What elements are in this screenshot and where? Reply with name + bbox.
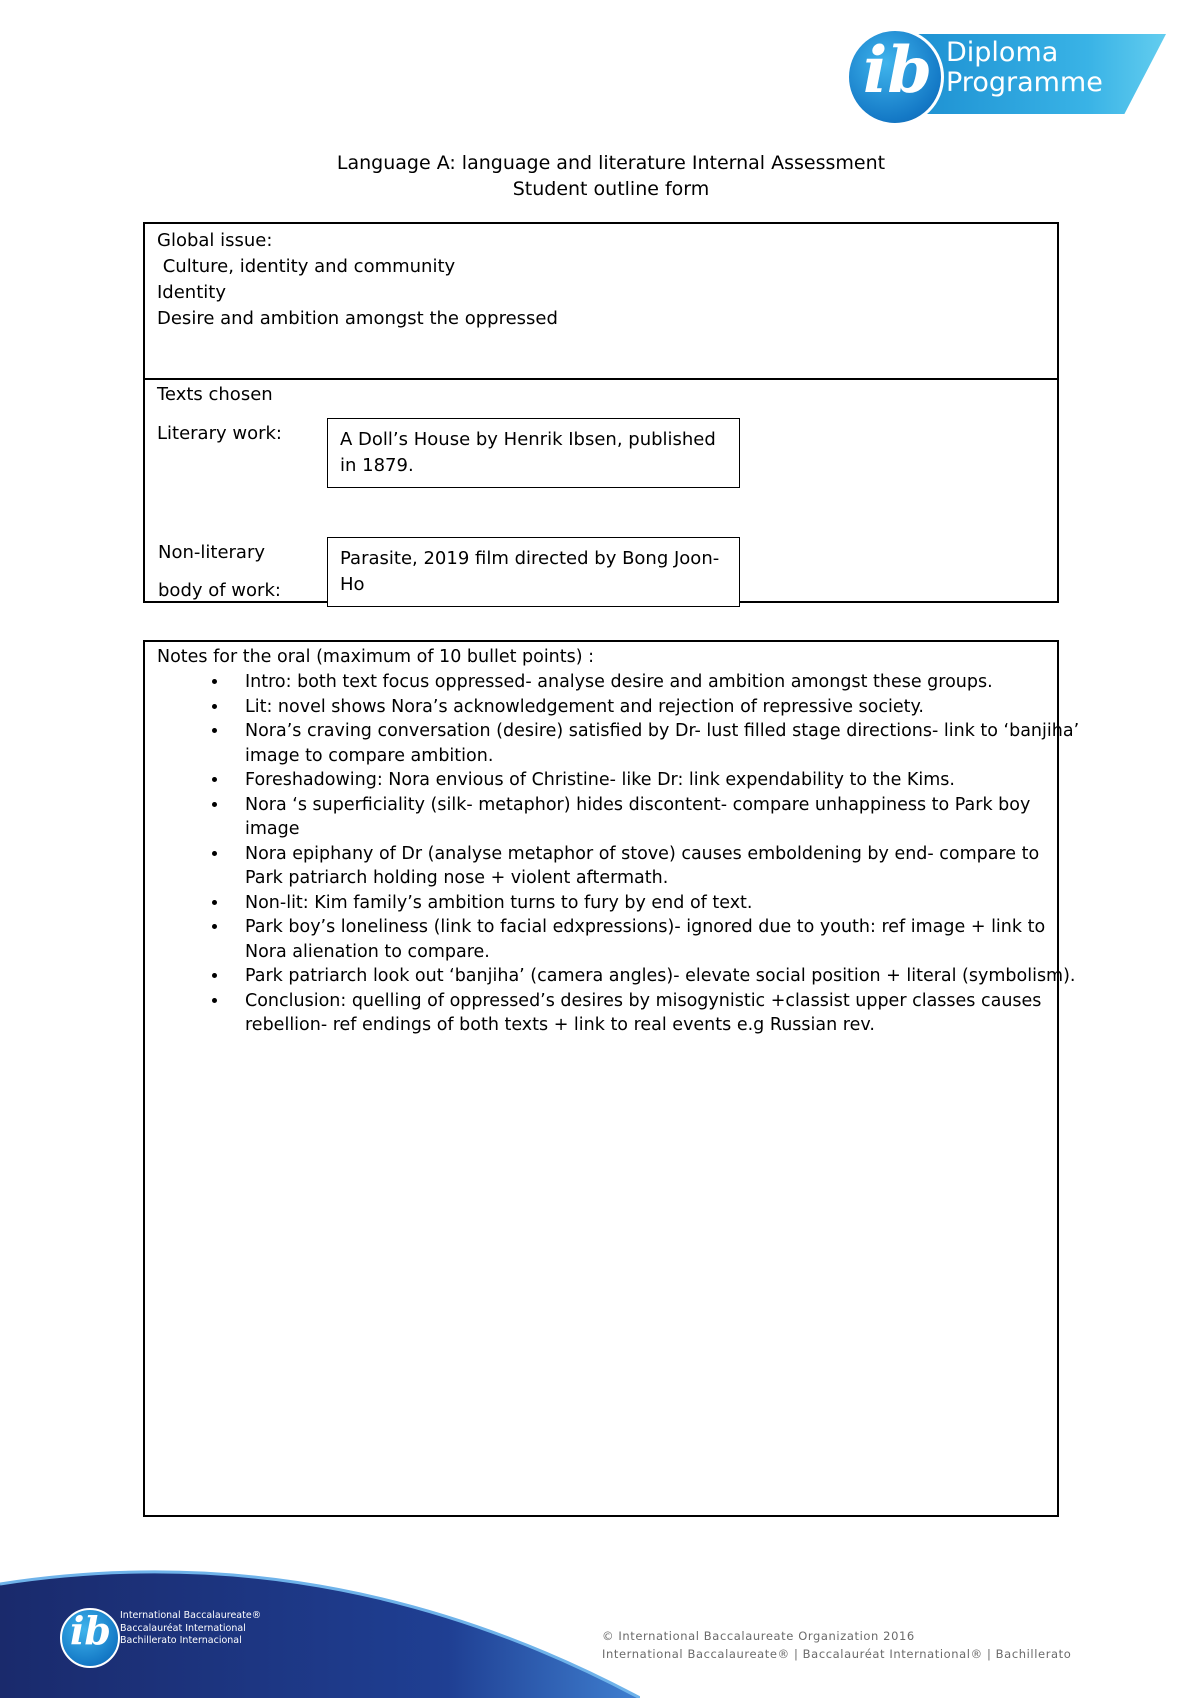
note-item: • Foreshadowing: Nora envious of Christine- like Dr: link expendability to the Kims. [229, 768, 1081, 793]
logo-line-1: Diploma [946, 37, 1059, 68]
global-issue-line-3: Desire and ambition amongst the oppressed [157, 308, 558, 329]
page-subtitle: Student outline form [512, 178, 710, 200]
logo-line-2: Programme [946, 67, 1103, 98]
note-item: • Intro: both text focus oppressed- analyse desire and ambition amongst these groups. [229, 670, 1081, 695]
page-title: Language A: language and literature Internal Assessment [336, 152, 886, 174]
literary-work-label: Literary work: [157, 423, 282, 444]
notes-list [205, 670, 1081, 1038]
footer-organization [120, 1610, 261, 1648]
note-item: • Park patriarch look out ‘banjiha’ (camera angles)- elevate social position + literal (symbolism). [229, 964, 1081, 989]
footer-logo-mark: ib [70, 1608, 112, 1653]
note-item: • Lit: novel shows Nora’s acknowledgement and rejection of repressive society. [229, 695, 1081, 720]
logo-text [946, 38, 1103, 98]
notes-label: Notes for the oral (maximum of 10 bullet points) : [157, 647, 595, 667]
global-issue-section [143, 222, 1059, 380]
ib-logo-icon [846, 28, 944, 126]
footer-copyright-block [602, 1627, 1071, 1663]
footer-org-line-1: International Baccalaureate® [120, 1610, 262, 1621]
nonliterary-label-1: Non-literary [158, 542, 265, 563]
nonliterary-work-field [327, 537, 740, 607]
note-item: • Park boy’s loneliness (link to facial edxpressions)- ignored due to youth: ref image + link to Nora alienation to compare. [229, 915, 1081, 964]
global-issue-line-2: Identity [157, 282, 226, 303]
global-issue-line-1: Culture, identity and community [157, 256, 456, 277]
footer-org-line-3: Bachillerato Internacional [120, 1635, 242, 1646]
nonliterary-label-2: body of work: [158, 580, 281, 601]
logo-mark: ib [863, 33, 933, 108]
ib-diploma-programme-logo [846, 24, 1166, 124]
footer-trademarks: International Baccalaureate® | Baccalauréat International® | Bachillerato [602, 1647, 1072, 1661]
footer-copyright: © International Baccalaureate Organization 2016 [602, 1629, 915, 1643]
note-item: • Non-lit: Kim family’s ambition turns to fury by end of text. [229, 891, 1081, 916]
global-issue-label: Global issue: [157, 230, 273, 251]
note-item: • Conclusion: quelling of oppressed’s desires by misogynistic +classist upper classes causes rebellion- ref endings of both texts + link to real events e.g Russian rev. [229, 989, 1081, 1038]
texts-chosen-section [143, 378, 1059, 603]
notes-section [143, 640, 1080, 1517]
note-item: • Nora ‘s superficiality (silk- metaphor) hides discontent- compare unhappiness to Park boy image [229, 793, 1081, 842]
footer-ib-logo-icon [60, 1608, 120, 1668]
literary-work-field [327, 418, 740, 488]
nonliterary-work-value: Parasite, 2019 film directed by Bong Joon-Ho [340, 548, 720, 595]
literary-work-value: A Doll’s House by Henrik Ibsen, published in 1879. [340, 429, 716, 476]
note-item: • Nora epiphany of Dr (analyse metaphor of stove) causes emboldening by end- compare to Park patriarch holding nose + violent aftermath. [229, 842, 1081, 891]
texts-chosen-label: Texts chosen [157, 384, 273, 405]
note-item: • Nora’s craving conversation (desire) satisfied by Dr- lust filled stage directions- link to ‘banjiha’ image to compare ambition. [229, 719, 1081, 768]
footer-org-line-2: Baccalauréat International [120, 1622, 246, 1634]
